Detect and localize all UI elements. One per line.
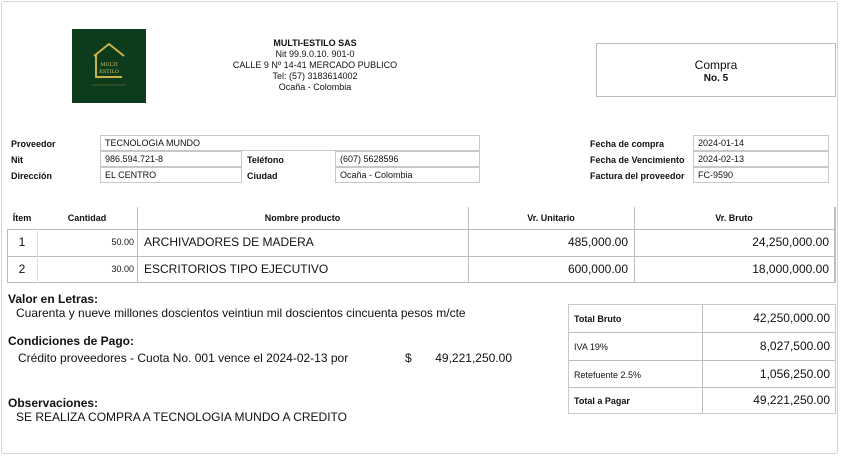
divider: [137, 207, 138, 229]
svg-text:ESTILO: ESTILO: [99, 69, 119, 75]
row-producto: ARCHIVADORES DE MADERA: [144, 235, 314, 249]
total-value: 1,056,250.00: [759, 367, 830, 381]
factura-value: FC-9590: [693, 167, 829, 183]
table-row: [7, 256, 836, 282]
company-header: [200, 38, 430, 93]
total-label: IVA 19%: [574, 342, 608, 352]
condiciones-currency: $: [405, 351, 412, 365]
row-bruto: 24,250,000.00: [752, 235, 829, 249]
company-name: MULTI-ESTILO SAS: [273, 38, 357, 48]
row-item: 2: [18, 262, 26, 276]
header-cantidad: Cantidad: [67, 213, 107, 223]
header-bruto: Vr. Bruto: [715, 213, 753, 223]
divider: [7, 282, 836, 283]
company-address: CALLE 9 Nº 14-41 MERCADO PUBLICO: [232, 60, 398, 70]
header-unitario: Vr. Unitario: [527, 213, 575, 223]
total-label: Total a Pagar: [574, 396, 630, 406]
fecha-compra-value: 2024-01-14: [693, 135, 829, 151]
total-value: 8,027,500.00: [759, 339, 830, 353]
total-pagar-row: [569, 388, 835, 413]
direccion-label: Dirección: [11, 171, 53, 181]
header-item: Ítem: [12, 213, 32, 223]
total-bruto-row: [569, 305, 835, 332]
totals-box: [568, 304, 836, 414]
row-unitario: 485,000.00: [567, 235, 628, 249]
fecha-vencimiento-value: 2024-02-13: [693, 151, 829, 167]
row-item: 1: [18, 235, 26, 249]
nit-label: Nit: [11, 155, 23, 165]
row-unitario: 600,000.00: [567, 262, 628, 276]
total-label: Total Bruto: [574, 314, 622, 324]
ciudad-value: Ocaña - Colombia: [335, 167, 480, 183]
condiciones-text: Crédito proveedores - Cuota No. 001 vence el 2024-02-13 por: [18, 351, 349, 365]
factura-label: Factura del proveedor: [590, 171, 685, 181]
row-cantidad: 30.00: [111, 264, 134, 274]
telefono-value: (607) 5628596: [335, 151, 480, 167]
company-logo: [72, 29, 146, 103]
observaciones-text: SE REALIZA COMPRA A TECNOLOGIA MUNDO A CREDITO: [16, 410, 347, 424]
nit-value: 986.594.721-8: [100, 151, 242, 167]
fecha-vencimiento-label: Fecha de Vencimiento: [590, 155, 685, 165]
document-type-box: [596, 43, 836, 97]
total-value: 49,221,250.00: [753, 393, 830, 407]
document-type: Compra: [694, 58, 738, 72]
total-label: Retefuente 2.5%: [574, 370, 642, 380]
company-nit: Nit 99.9.0.10. 901-0: [275, 49, 355, 59]
iva-row: [569, 333, 835, 360]
proveedor-label: Proveedor: [11, 139, 56, 149]
ciudad-label: Ciudad: [247, 171, 278, 181]
svg-text:MULTI: MULTI: [100, 62, 118, 68]
row-cantidad: 50.00: [111, 237, 134, 247]
document-number: No. 5: [703, 73, 729, 84]
total-value: 42,250,000.00: [753, 311, 830, 325]
row-producto: ESCRITORIOS TIPO EJECUTIVO: [144, 262, 329, 276]
header-producto: Nombre producto: [264, 213, 341, 223]
fecha-compra-label: Fecha de compra: [590, 139, 665, 149]
valor-letras-text: Cuarenta y nueve millones doscientos veintiun mil doscientos cincuenta pesos m/cte: [16, 306, 466, 320]
observaciones-label: Observaciones:: [8, 396, 99, 410]
company-city: Ocaña - Colombia: [278, 82, 352, 92]
condiciones-label: Condiciones de Pago:: [8, 334, 135, 348]
condiciones-amount: 49,221,250.00: [435, 351, 512, 365]
items-table: [7, 207, 836, 283]
row-bruto: 18,000,000.00: [752, 262, 829, 276]
company-phone: Tel: (57) 3183614002: [272, 71, 358, 81]
proveedor-value: TECNOLOGIA MUNDO: [100, 135, 480, 151]
retefuente-row: [569, 361, 835, 387]
house-logo-icon: [72, 29, 146, 103]
telefono-label: Teléfono: [247, 155, 284, 165]
table-row: [7, 229, 836, 256]
direccion-value: EL CENTRO: [100, 167, 242, 183]
valor-letras-label: Valor en Letras:: [8, 292, 99, 306]
